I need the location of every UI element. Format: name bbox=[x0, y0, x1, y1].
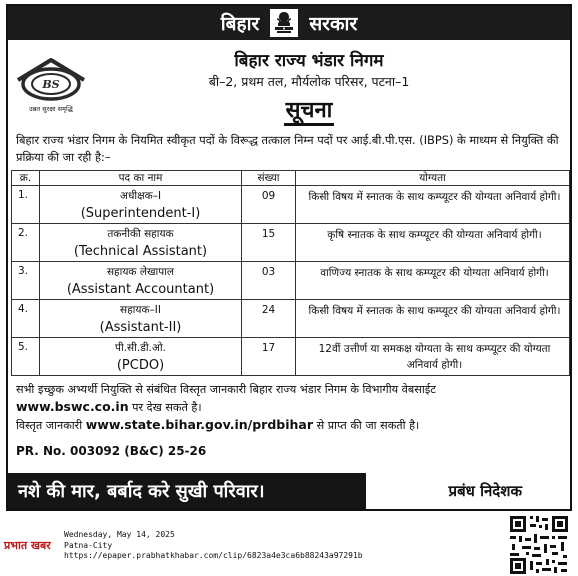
table-row bbox=[12, 224, 570, 262]
row-qualification: कृषि स्नातक के साथ कम्प्यूटर की योग्यता अनिवार्य होगी। bbox=[296, 224, 570, 262]
row-post-name bbox=[40, 300, 242, 338]
header-count: संख्या bbox=[242, 171, 296, 186]
signatory-title: प्रबंध निदेशक bbox=[448, 482, 522, 500]
row-post-name bbox=[40, 224, 242, 262]
table-row bbox=[12, 300, 570, 338]
row-serial: 2. bbox=[12, 224, 40, 262]
header-serial: क्र. bbox=[12, 171, 40, 186]
row-serial: 5. bbox=[12, 338, 40, 376]
row-qualification: वाणिज्य स्नातक के साथ कम्प्यूटर की योग्यता अनिवार्य होगी। bbox=[296, 262, 570, 300]
post-name-hindi: पी.सी.डी.ओ. bbox=[115, 342, 166, 354]
qr-code-icon[interactable] bbox=[508, 514, 570, 576]
row-count: 17 bbox=[242, 338, 296, 376]
clip-meta bbox=[64, 530, 363, 562]
header-qualification: योग्यता bbox=[296, 171, 570, 186]
posts-table bbox=[11, 170, 570, 376]
row-serial: 4. bbox=[12, 300, 40, 338]
post-name-english: (Assistant-II) bbox=[99, 320, 182, 335]
post-name-english: (Superintendent-I) bbox=[80, 206, 201, 221]
row-count: 24 bbox=[242, 300, 296, 338]
post-name-english: (PCDO) bbox=[116, 358, 165, 373]
post-name-hindi: अधीक्षक–I bbox=[119, 190, 162, 202]
post-name-hindi: सहायक लेखापाल bbox=[106, 266, 175, 278]
row-serial: 3. bbox=[12, 262, 40, 300]
prabhat-khabar-logo: प्रभात खबर bbox=[4, 539, 51, 552]
table-row bbox=[12, 338, 570, 376]
header-post-name: पद का नाम bbox=[40, 171, 242, 186]
post-name-hindi: तकनीकी सहायक bbox=[107, 228, 174, 240]
slogan-row bbox=[8, 473, 570, 509]
row-count: 15 bbox=[242, 224, 296, 262]
footer-line-2-head: विस्तृत जानकारी bbox=[16, 419, 86, 432]
logo-monogram: BS bbox=[42, 78, 60, 91]
bswc-website-link[interactable]: www.bswc.co.in bbox=[16, 399, 129, 414]
prd-bihar-website-link[interactable]: www.state.bihar.gov.in/prdbihar bbox=[85, 417, 314, 432]
footer-paragraph bbox=[8, 376, 570, 434]
row-qualification: किसी विषय में स्नातक के साथ कम्प्यूटर की योग्यता अनिवार्य होगी। bbox=[296, 186, 570, 224]
organization-address: बी–2, प्रथम तल, मौर्यलोक परिसर, पटना–1 bbox=[208, 74, 410, 89]
notice-header bbox=[8, 40, 570, 130]
table-row bbox=[12, 262, 570, 300]
row-post-name bbox=[40, 338, 242, 376]
row-qualification: 12वीं उत्तीर्ण या समकक्ष योग्यता के साथ कम्प्यूटर की योग्यता अनिवार्य होगी। bbox=[296, 338, 570, 376]
footer-line-1-tail: पर देख सकते है। bbox=[128, 401, 202, 414]
banner-left-text: बिहार bbox=[220, 13, 260, 35]
post-name-english: (Assistant Accountant) bbox=[66, 282, 215, 297]
post-name-english: (Technical Assistant) bbox=[73, 244, 208, 259]
row-count: 03 bbox=[242, 262, 296, 300]
epaper-clip-strip bbox=[0, 514, 578, 576]
notice-title bbox=[8, 94, 570, 124]
clip-date: Wednesday, May 14, 2025 bbox=[64, 530, 175, 539]
government-banner bbox=[8, 6, 570, 40]
clip-url[interactable]: https://epaper.prabhatkhabar.com/clip/6823a4e3ca6b88243a97291b bbox=[64, 551, 363, 560]
logo-tagline: उन्नत सुरक्षा समृद्धि bbox=[29, 105, 73, 113]
footer-line-1-text: सभी इच्छुक अभ्यर्थी नियुक्ति से संबंधित विस्तृत जानकारी बिहार राज्य भंडार निगम के विभागीय वेबसाईट bbox=[16, 383, 436, 396]
row-post-name bbox=[40, 262, 242, 300]
footer-line-2-tail: से प्राप्त की जा सकती है। bbox=[313, 419, 420, 432]
row-serial: 1. bbox=[12, 186, 40, 224]
recruitment-notice bbox=[6, 4, 572, 511]
row-count: 09 bbox=[242, 186, 296, 224]
banner-right-text: सरकार bbox=[309, 13, 358, 35]
pr-number: PR. No. 003092 (B&C) 25-26 bbox=[16, 444, 207, 458]
notice-title-text: सूचना bbox=[284, 98, 335, 126]
row-post-name bbox=[40, 186, 242, 224]
row-qualification: किसी विषय में स्नातक के साथ कम्प्यूटर की योग्यता अनिवार्य होगी। bbox=[296, 300, 570, 338]
anti-drug-slogan: नशे की मार, बर्बाद करे सुखी परिवार। bbox=[8, 473, 366, 509]
ashoka-emblem-icon bbox=[269, 8, 299, 38]
organization-name: बिहार राज्य भंडार निगम bbox=[234, 51, 384, 71]
intro-paragraph: बिहार राज्य भंडार निगम के नियमित स्वीकृत पदों के विरूद्ध तत्काल निम्न पदों पर आई.बी.पी.एस. (IBPS) के माध्यम से नियुक्ति की प्रक्रिया की जा रही है:– bbox=[16, 133, 559, 164]
footer-line-2 bbox=[16, 416, 562, 434]
table-row bbox=[12, 186, 570, 224]
post-name-hindi: सहायक–II bbox=[120, 304, 161, 316]
table-header-row bbox=[12, 171, 570, 186]
footer-line-1 bbox=[16, 381, 562, 416]
clip-edition: Patna-City bbox=[64, 540, 113, 550]
